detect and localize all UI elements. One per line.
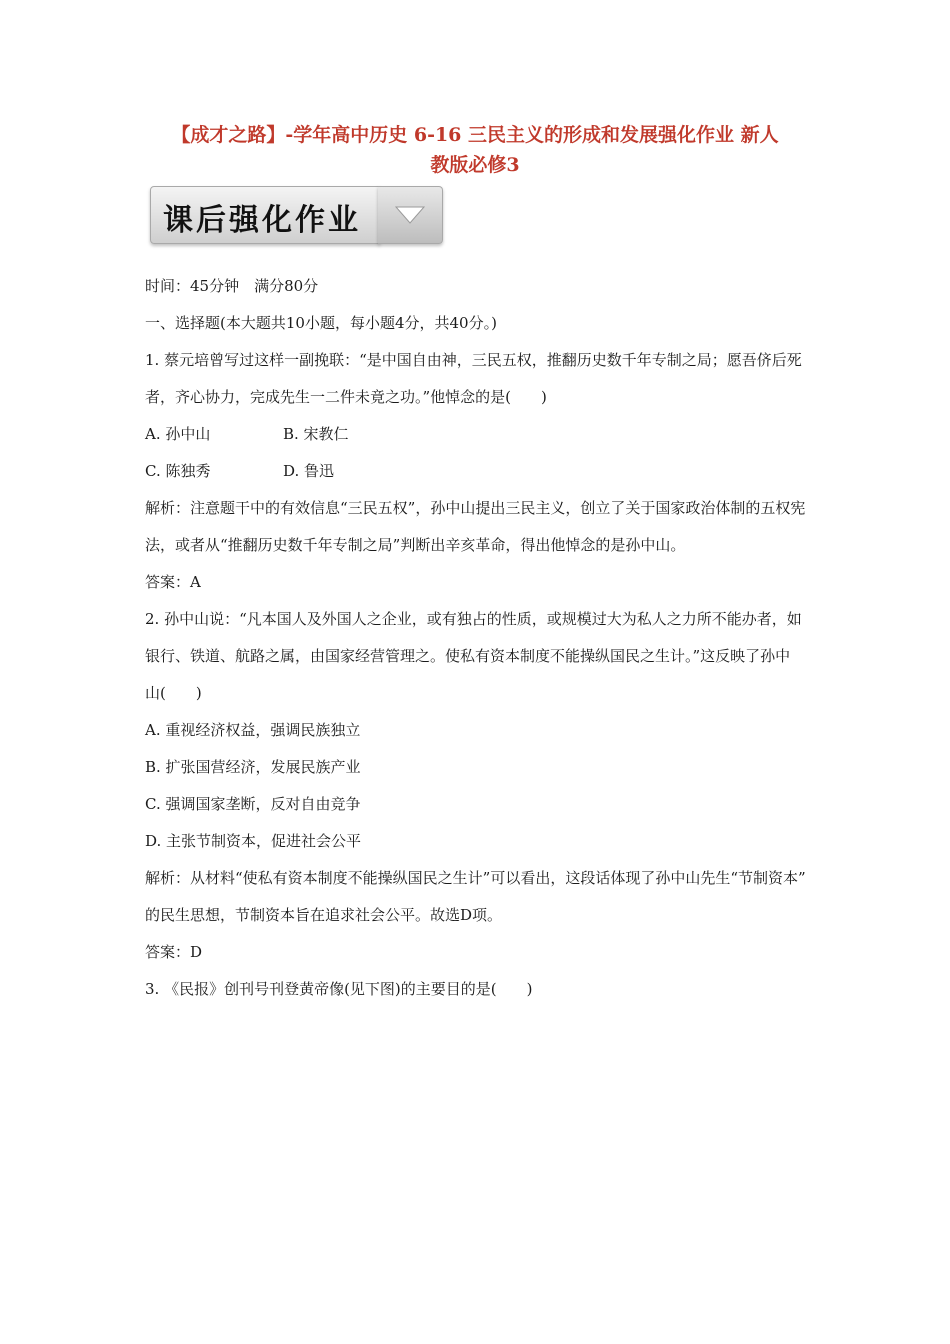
banner-arrow-tab — [378, 186, 443, 244]
option-c: C. 强调国家垄断，反对自由竞争 — [145, 795, 361, 813]
section-banner — [150, 186, 444, 244]
document-title — [140, 120, 810, 180]
question-stem-line: 山( ) — [145, 684, 202, 702]
question-stem-line: 1. 蔡元培曾写过这样一副挽联：“是中国自由神，三民五权，推翻历史数千年专制之局；愿吾侪后死 — [145, 351, 802, 369]
option-d: D. 鲁迅 — [283, 462, 335, 480]
answer: 答案：D — [145, 943, 203, 961]
banner-label-box — [150, 186, 380, 244]
question-stem-line: 2. 孙中山说：“凡本国人及外国人之企业，或有独占的性质，或规模过大为私人之力所不能办者，如 — [145, 610, 802, 628]
option-c: C. 陈独秀 — [145, 462, 211, 480]
analysis-line: 解析：从材料“使私有资本制度不能操纵国民之生计”可以看出，这段话体现了孙中山先生“节制资本” — [145, 869, 806, 887]
analysis-line: 解析：注意题干中的有效信息“三民五权”，孙中山提出三民主义，创立了关于国家政治体制的五权宪 — [145, 499, 806, 517]
option-b: B. 宋教仁 — [283, 425, 349, 443]
answer: 答案：A — [145, 573, 201, 591]
question-1 — [145, 346, 813, 605]
question-stem-line: 者，齐心协力，完成先生一二件未竟之功。”他悼念的是( ) — [145, 388, 547, 406]
banner-label: 课后强化作业 — [163, 203, 361, 238]
document-body — [145, 272, 813, 1012]
time-info: 时间：45分钟 满分80分 — [145, 277, 319, 295]
option-row — [145, 420, 813, 457]
option-b: B. 扩张国营经济，发展民族产业 — [145, 758, 361, 776]
chevron-down-icon — [394, 203, 426, 227]
section-heading: 一、选择题(本大题共10小题，每小题4分，共40分。) — [145, 314, 497, 332]
title-line-2: 教版必修3 — [430, 154, 520, 176]
question-stem-line: 3. 《民报》创刊号刊登黄帝像(见下图)的主要目的是( ) — [145, 980, 533, 998]
option-row — [145, 457, 813, 494]
question-3 — [145, 975, 813, 1012]
question-stem-line: 银行、铁道、航路之属，由国家经营管理之。使私有资本制度不能操纵国民之生计。”这反映了孙中 — [145, 647, 791, 665]
option-a: A. 孙中山 — [145, 425, 211, 443]
option-d: D. 主张节制资本，促进社会公平 — [145, 832, 362, 850]
option-a: A. 重视经济权益，强调民族独立 — [145, 721, 361, 739]
question-2 — [145, 605, 813, 975]
analysis-line: 法，或者从“推翻历史数千年专制之局”判断出辛亥革命，得出他悼念的是孙中山。 — [145, 536, 686, 554]
analysis-line: 的民生思想，节制资本旨在追求社会公平。故选D项。 — [145, 906, 503, 924]
title-line-1: 【成才之路】-学年高中历史 6-16 三民主义的形成和发展强化作业 新人 — [171, 124, 779, 146]
